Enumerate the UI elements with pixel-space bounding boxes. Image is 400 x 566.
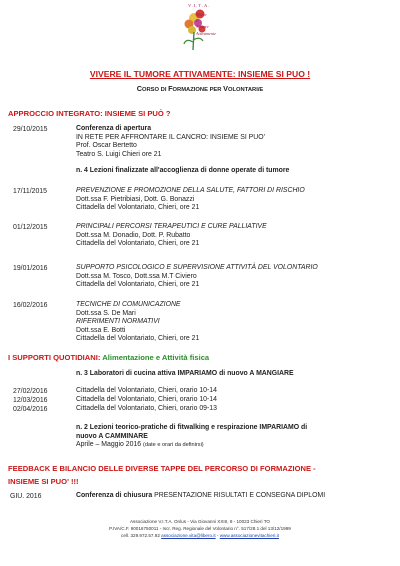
walk-period: Aprile – Maggio 2016 — [76, 441, 144, 449]
footer-address: Associazione V.I.T.A. Onlus - Via Giovanni XXIII, 8 - 10023 Chieri TO — [129, 519, 270, 524]
section-heading-supporti — [8, 353, 209, 362]
lab-place: Cittadella del Volontariato, Chieri, orario 10-14 — [76, 387, 217, 394]
event-date: 16/02/2016 — [13, 302, 48, 309]
event-line: Dott.ssa S. De Mari — [76, 309, 136, 317]
event-line: PRINCIPALI PERCORSI TERAPEUTICI E CURE PALLIATIVE — [76, 223, 267, 230]
event-line: Cittadella del Volontariato, Chieri, ore 21 — [76, 335, 200, 343]
event-line: Cittadella del Volontariato, Chieri, ore 21 — [76, 281, 200, 289]
event-line: n. 2 Lezioni teorico-pratiche di fitwalking e respirazione IMPARIAMO di — [76, 424, 308, 431]
logo-title: V.I.T.A. — [188, 3, 211, 8]
section-heading-feedback: FEEDBACK E BILANCIO DELLE DIVERSE TAPPE DEL PERCORSO DI FORMAZIONE - — [8, 464, 316, 473]
footer-email-link[interactable]: associazione.vita@libero.it — [161, 532, 216, 538]
event-line: Dott.ssa M. Tosco, Dott.ssa M.T Civiero — [76, 272, 197, 280]
logo-word: Attivamente — [196, 30, 216, 36]
event-line: n. 4 Lezioni finalizzate all'accoglienza di donne operate di tumore — [76, 167, 290, 174]
section-heading-part: Alimentazione e Attività fisica — [102, 353, 210, 362]
section-heading-feedback-2: INSIEME SI PUO' !!! — [8, 477, 79, 486]
event-entry — [76, 187, 396, 213]
event-entry — [76, 223, 396, 249]
footer-website-link[interactable]: www.associazionevitachieri.it — [219, 532, 279, 538]
event-line: Teatro S. Luigi Chieri ore 21 — [76, 150, 162, 158]
lab-row — [76, 396, 396, 405]
section-heading-part: I SUPPORTI QUOTIDIANI: — [8, 353, 103, 362]
event-line: Prof. Oscar Bertetto — [76, 142, 137, 150]
event-line: IN RETE PER AFFRONTARE IL CANCRO: INSIEME SI PUO' — [76, 133, 265, 141]
closing-bold: Conferenza di chiusura — [76, 492, 153, 499]
event-line — [76, 441, 396, 450]
event-line — [76, 492, 396, 501]
logo-word: Vivere — [196, 12, 207, 17]
lab-place: Cittadella del Volontariato, Chieri, orario 10-14 — [76, 396, 217, 403]
event-line: SUPPORTO PSICOLOGICO E SUPERVISIONE ATTIVITÀ DEL VOLONTARIO — [76, 264, 318, 271]
event-date: 01/12/2015 — [13, 224, 48, 231]
document-subtitle — [0, 84, 400, 93]
event-entry — [76, 301, 396, 344]
event-line: Cittadella del Volontariato, Chieri, ore 21 — [76, 204, 200, 212]
event-line: n. 3 Laboratori di cucina attiva IMPARIAMO di nuovo A MANGIARE — [76, 370, 294, 377]
event-line: TECNICHE DI COMUNICAZIONE — [76, 301, 181, 308]
footer-contacts — [0, 533, 400, 540]
lab-row — [76, 387, 396, 396]
walk-note: (date e orari da definirsi) — [143, 442, 204, 449]
lessons-intro — [76, 167, 396, 176]
event-date: 17/11/2015 — [13, 188, 47, 195]
lab-row — [76, 405, 396, 414]
event-entry — [76, 125, 396, 159]
walking-lessons — [76, 424, 396, 450]
labs-intro — [76, 370, 396, 379]
footer — [0, 519, 400, 539]
closing-date: GIU. 2016 — [10, 493, 42, 500]
subtitle-part: C — [136, 84, 142, 93]
event-date: 19/01/2016 — [13, 265, 48, 272]
lab-place: Cittadella del Volontariato, Chieri, orario 09-13 — [76, 405, 217, 412]
event-entry — [76, 264, 396, 290]
logo-word: Il — [196, 18, 199, 24]
section-heading-approccio: APPROCCIO INTEGRATO: INSIEME SI PUÒ ? — [8, 109, 171, 118]
event-line: PREVENZIONE E PROMOZIONE DELLA SALUTE, FATTORI DI RISCHIO — [76, 187, 305, 194]
event-line: RIFERIMENTI NORMATIVI — [76, 318, 160, 326]
closing-entry — [76, 492, 396, 501]
event-line: Dott.ssa M. Donadio, Dott. P. Rubatto — [76, 231, 191, 239]
closing-text: PRESENTAZIONE RISULTATI E CONSEGNA DIPLOMI — [152, 492, 326, 499]
event-line: Dott.ssa F. Pietribiasi, Dott. G. Bonazzi — [76, 195, 195, 203]
subtitle-part: OLONTARI/E — [227, 87, 264, 93]
footer-phone: cell. 329.972.57.92 — [121, 532, 162, 538]
event-line: nuovo A CAMMINARE — [76, 432, 148, 440]
footer-registration: P.IVA/C.F. 90016750011 - Iscr. Reg. Regionale del Volontario n°. 517/28.1 del 13/12/1999 — [109, 525, 291, 531]
subtitle-part: F — [168, 84, 173, 93]
event-date: 29/10/2015 — [13, 126, 48, 133]
event-line: Dott.ssa E. Botti — [76, 326, 126, 334]
subtitle-part: ORSO DI — [141, 87, 169, 93]
event-line: Conferenza di apertura — [76, 125, 152, 132]
logo-words — [196, 12, 216, 37]
event-line: Cittadella del Volontariato, Chieri, ore 21 — [76, 240, 200, 248]
subtitle-part: V — [223, 84, 228, 93]
logo-word: Tumore — [196, 24, 209, 30]
lab-date: 02/04/2016 — [13, 406, 48, 413]
lab-date: 27/02/2016 — [13, 388, 48, 395]
document-title: VIVERE IL TUMORE ATTIVAMENTE: INSIEME SI PUO ! — [89, 69, 311, 79]
footer-separator: - — [215, 532, 220, 538]
subtitle-part: ORMAZIONE PER — [172, 87, 224, 93]
lab-date: 12/03/2016 — [13, 397, 48, 404]
